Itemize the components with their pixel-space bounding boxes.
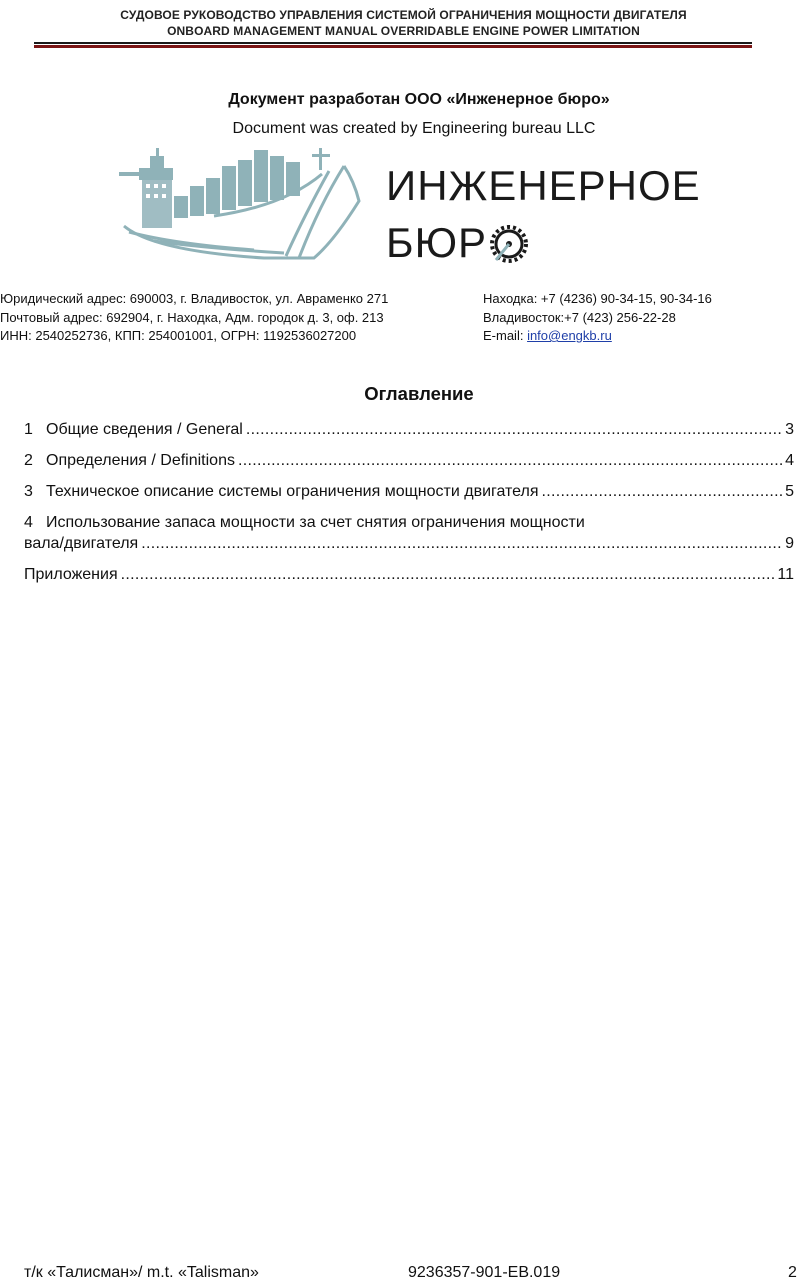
footer-page-number: 2 [788,1264,797,1281]
toc-title: Оглавление [364,383,474,404]
email-label: E-mail: [483,328,528,343]
phone-nakhodka: Находка: +7 (4236) 90-34-15, 90-34-16 [483,291,712,306]
developer-en: Document was created by Engineering bureau LLC [232,120,596,137]
toc-item-number: 3 [24,483,33,500]
toc-item-page: 5 [785,483,794,500]
toc-item-text: Определения / Definitions [46,452,235,469]
toc-item-appendices[interactable] [24,566,794,584]
email-line [483,327,712,346]
footer-doc-number: 9236357-901-EB.019 [408,1264,561,1281]
postal-address: Почтовый адрес: 692904, г. Находка, Адм. городок д. 3, оф. 213 [0,309,384,325]
footer-vessel: т/к «Талисман»/ m.t. «Talisman» [24,1264,259,1281]
toc-item-number: 4 [24,514,33,531]
phone-vladivostok: Владивосток:+7 (423) 256-22-28 [483,309,676,325]
toc-item-power-reserve-cont[interactable] [24,535,794,553]
company-ids: ИНН: 2540252736, КПП: 254001001, ОГРН: 1192536027200 [0,328,357,343]
toc-item-general[interactable] [24,421,794,439]
toc-item-page: 3 [785,421,794,438]
toc-leader-dots [121,566,775,584]
toc-item-page: 9 [785,535,794,552]
brand-word-2: БЮР [386,219,488,266]
header-title-en: ONBOARD MANAGEMENT MANUAL OVERRIDABLE ENGINE POWER LIMITATION [167,24,640,38]
header-rule-dark [34,42,752,44]
toc-leader-dots [141,535,782,553]
brand-word-1: ИНЖЕНЕРНОЕ [386,162,701,209]
gear-logo-icon [488,224,530,266]
developer-ru: Документ разработан ООО «Инженерное бюро» [228,91,610,108]
toc-leader-dots [238,452,782,470]
toc-item-number: 1 [24,421,33,438]
toc-item-text: Приложения [24,566,118,583]
header-title-ru: СУДОВОЕ РУКОВОДСТВО УПРАВЛЕНИЯ СИСТЕМОЙ ОГРАНИЧЕНИЯ МОЩНОСТИ ДВИГАТЕЛЯ [120,8,687,22]
toc-item-text: Использование запаса мощности за счет снятия ограничения мощности [46,514,585,531]
toc-item-power-reserve[interactable] [24,514,794,532]
toc-leader-dots [246,421,782,439]
header-rule-red [34,45,752,48]
email-link[interactable]: info@engkb.ru [527,328,612,343]
toc-item-definitions[interactable] [24,452,794,470]
toc-item-page: 4 [785,452,794,469]
company-address [0,290,388,346]
legal-address: Юридический адрес: 690003, г. Владивосток, ул. Авраменко 271 [0,291,389,306]
toc-item-number: 2 [24,452,33,469]
toc-item-text: Техническое описание системы ограничения мощности двигателя [46,483,539,500]
toc-item-technical-description[interactable] [24,483,794,501]
toc-item-page: 11 [777,566,794,583]
company-contacts [483,290,712,346]
toc-item-text: Общие сведения / General [46,421,243,438]
ship-logo-icon [114,146,376,268]
toc-leader-dots [542,483,783,501]
toc-item-text-cont: вала/двигателя [24,535,139,552]
